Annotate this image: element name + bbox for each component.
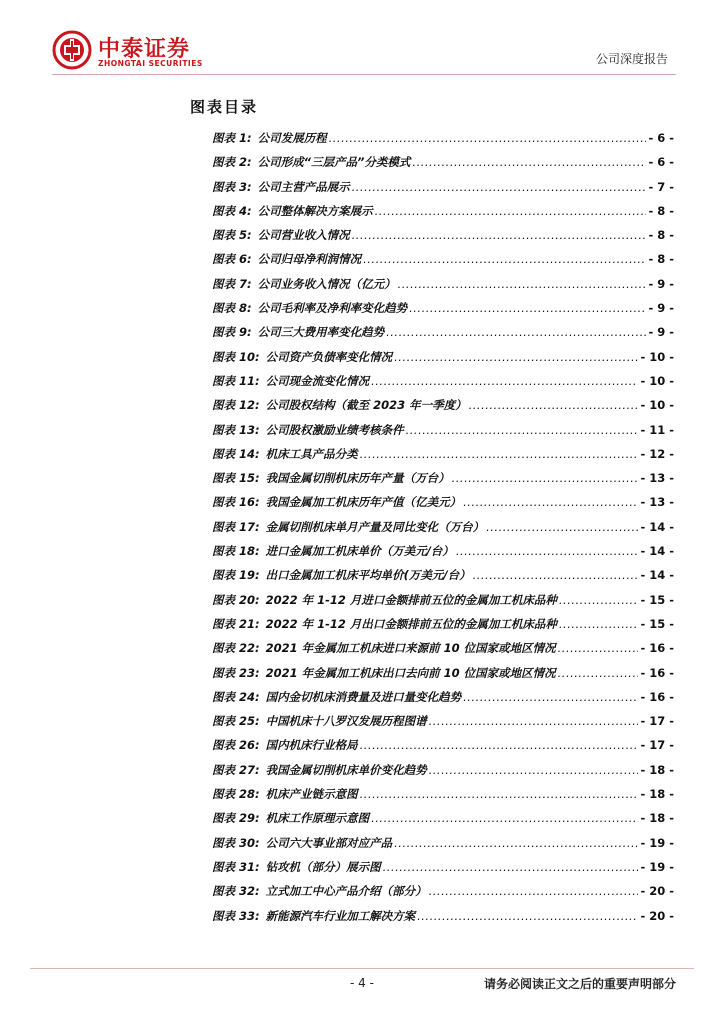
footer-divider (30, 968, 694, 969)
toc-entry-title: 2022 年 1-12 月出口金额排前五位的金属加工机床品种 (265, 616, 557, 631)
toc-entry-page: - 6 - (648, 155, 674, 170)
toc-entry-title: 机床工具产品分类 (265, 446, 358, 461)
toc-entry-title: 公司毛利率及净利率变化趋势 (257, 301, 408, 316)
toc-entry[interactable] (212, 810, 674, 834)
toc-entry-title: 机床产业链示意图 (265, 787, 358, 802)
toc-entry-page: - 18 - (640, 787, 674, 802)
toc-entry-page: - 13 - (640, 471, 674, 486)
toc-entry-label: 图表 12: (212, 398, 260, 413)
toc-dot-leader (412, 155, 646, 169)
toc-entry[interactable] (212, 762, 674, 786)
toc-entry[interactable] (212, 786, 674, 810)
toc-entry[interactable] (212, 713, 674, 737)
toc-entry[interactable] (212, 446, 674, 470)
toc-entry-page: - 17 - (640, 714, 674, 729)
toc-entry-title: 钻攻机（部分）展示图 (265, 859, 381, 874)
toc-entry-label: 图表 32: (212, 884, 260, 899)
toc-entry-label: 图表 22: (212, 641, 260, 656)
toc-entry[interactable] (212, 665, 674, 689)
toc-entry[interactable] (212, 276, 674, 300)
toc-entry-title: 2021 年金属加工机床出口去向前 10 位国家或地区情况 (265, 665, 556, 680)
toc-entry-label: 图表 3: (212, 179, 252, 194)
toc-entry-label: 图表 21: (212, 616, 260, 631)
toc-title: 图表目录 (190, 98, 259, 116)
toc-entry-label: 图表 19: (212, 568, 260, 583)
toc-dot-leader (463, 495, 638, 509)
toc-entry-title: 2022 年 1-12 月进口金额排前五位的金属加工机床品种 (265, 592, 557, 607)
toc-dot-leader (559, 593, 639, 607)
toc-entry-label: 图表 5: (212, 228, 252, 243)
toc-entry-page: - 16 - (640, 641, 674, 656)
toc-entry-page: - 10 - (640, 373, 674, 388)
toc-entry-label: 图表 16: (212, 495, 260, 510)
toc-entry-label: 图表 29: (212, 811, 260, 826)
toc-entry-title: 公司形成“三层产品”分类模式 (257, 155, 411, 170)
toc-dot-leader (409, 301, 646, 315)
toc-entry-page: - 18 - (640, 811, 674, 826)
toc-dot-leader (456, 544, 639, 558)
toc-entry-label: 图表 2: (212, 155, 252, 170)
toc-entry-label: 图表 4: (212, 203, 252, 218)
toc-entry-title: 公司业务收入情况（亿元） (257, 276, 396, 291)
toc-entry-page: - 9 - (648, 301, 674, 316)
toc-entry-label: 图表 13: (212, 422, 260, 437)
toc-entry[interactable] (212, 737, 674, 761)
toc-entry-title: 我国金属切削机床单价变化趋势 (265, 762, 427, 777)
footer-disclaimer: 请务必阅读正文之后的重要声明部分 (483, 977, 676, 991)
toc-entry[interactable] (212, 227, 674, 251)
toc-dot-leader (360, 447, 639, 461)
toc-entry[interactable] (212, 179, 674, 203)
toc-entry-label: 图表 6: (212, 252, 252, 267)
page-header (0, 0, 724, 80)
toc-entry[interactable] (212, 689, 674, 713)
toc-entry[interactable] (212, 251, 674, 275)
toc-dot-leader (383, 860, 639, 874)
company-logo (52, 30, 222, 74)
toc-entry-label: 图表 10: (212, 349, 260, 364)
toc-dot-leader (429, 714, 639, 728)
toc-dot-leader (398, 277, 647, 291)
toc-entry-title: 公司归母净利润情况 (257, 252, 362, 267)
toc-entry-page: - 10 - (640, 349, 674, 364)
toc-entry-label: 图表 23: (212, 665, 260, 680)
toc-entry-label: 图表 1: (212, 131, 252, 145)
figure-table-of-contents (212, 130, 674, 932)
toc-entry[interactable] (212, 616, 674, 640)
toc-entry-page: - 20 - (640, 884, 674, 899)
toc-entry-page: - 8 - (648, 252, 674, 267)
toc-entry[interactable] (212, 470, 674, 494)
toc-dot-leader (486, 520, 638, 534)
toc-dot-leader (352, 180, 647, 194)
toc-entry[interactable] (212, 519, 674, 543)
toc-entry-title: 机床工作原理示意图 (265, 811, 370, 826)
toc-dot-leader (452, 471, 639, 485)
toc-entry-label: 图表 14: (212, 446, 260, 461)
toc-entry-title: 我国金属加工机床历年产值（亿美元） (265, 495, 462, 510)
toc-entry[interactable] (212, 835, 674, 859)
header-divider (52, 74, 676, 75)
toc-entry-label: 图表 26: (212, 738, 260, 753)
toc-entry-page: - 15 - (640, 616, 674, 631)
toc-entry[interactable] (212, 567, 674, 591)
toc-entry-page: - 16 - (640, 689, 674, 704)
logo-chinese-name: 中泰证券 (98, 37, 191, 62)
toc-dot-leader (360, 787, 639, 801)
toc-dot-leader (559, 617, 639, 631)
toc-dot-leader (363, 252, 646, 266)
toc-entry-page: - 8 - (648, 203, 674, 218)
toc-dot-leader (429, 884, 639, 898)
toc-dot-leader (371, 374, 638, 388)
toc-entry-title: 新能源汽车行业加工解决方案 (265, 908, 416, 923)
toc-entry-title: 公司现金流变化情况 (265, 373, 370, 388)
toc-entry-title: 立式加工中心产品介绍（部分） (265, 884, 427, 899)
toc-entry[interactable] (212, 397, 674, 421)
toc-dot-leader (329, 131, 647, 145)
toc-entry[interactable] (212, 324, 674, 348)
toc-dot-leader (360, 738, 639, 752)
toc-entry-title: 2021 年金属加工机床进口来源前 10 位国家或地区情况 (265, 641, 556, 656)
toc-entry[interactable] (212, 543, 674, 567)
toc-entry-page: - 19 - (640, 835, 674, 850)
toc-entry-label: 图表 31: (212, 859, 260, 874)
toc-entry-title: 公司股权激励业绩考核条件 (265, 422, 404, 437)
toc-entry-title: 公司主营产品展示 (257, 179, 350, 194)
toc-entry[interactable] (212, 883, 674, 907)
toc-entry[interactable] (212, 300, 674, 324)
toc-entry-page: - 16 - (640, 665, 674, 680)
toc-dot-leader (417, 909, 638, 923)
toc-dot-leader (394, 350, 638, 364)
toc-entry-label: 图表 15: (212, 471, 260, 486)
toc-entry-label: 图表 28: (212, 787, 260, 802)
toc-entry-title: 国内机床行业格局 (265, 738, 358, 753)
toc-entry-label: 图表 20: (212, 592, 260, 607)
toc-entry-page: - 19 - (640, 859, 674, 874)
toc-entry-label: 图表 7: (212, 276, 252, 291)
toc-entry[interactable] (212, 422, 674, 446)
toc-entry-title: 公司整体解决方案展示 (257, 203, 373, 218)
toc-dot-leader (429, 763, 639, 777)
toc-entry-label: 图表 30: (212, 835, 260, 850)
toc-entry-label: 图表 9: (212, 325, 252, 340)
toc-dot-leader (375, 204, 647, 218)
toc-dot-leader (558, 666, 639, 680)
toc-entry-page: - 18 - (640, 762, 674, 777)
toc-entry-title: 进口金属加工机床单价（万美元/台） (265, 544, 454, 559)
toc-entry-page: - 10 - (640, 398, 674, 413)
toc-entry-label: 图表 8: (212, 301, 252, 316)
toc-entry[interactable] (212, 130, 674, 154)
toc-entry-title: 我国金属切削机床历年产量（万台） (265, 471, 450, 486)
toc-entry-title: 中国机床十八罗汉发展历程图谱 (265, 714, 427, 729)
toc-entry-page: - 7 - (648, 179, 674, 194)
toc-dot-leader (386, 325, 646, 339)
toc-entry-title: 公司股权结构（截至 2023 年一季度） (265, 398, 467, 413)
toc-entry[interactable] (212, 592, 674, 616)
toc-entry-title: 国内金切机床消费量及进口量变化趋势 (265, 689, 462, 704)
toc-entry-page: - 20 - (640, 908, 674, 923)
toc-entry[interactable] (212, 494, 674, 518)
toc-dot-leader (463, 690, 638, 704)
toc-entry-title: 公司发展历程 (257, 131, 327, 145)
toc-entry[interactable] (212, 373, 674, 397)
toc-dot-leader (469, 398, 639, 412)
toc-entry-label: 图表 25: (212, 714, 260, 729)
toc-dot-leader (558, 641, 639, 655)
toc-entry-label: 图表 18: (212, 544, 260, 559)
toc-entry-label: 图表 33: (212, 908, 260, 923)
toc-dot-leader (371, 811, 638, 825)
toc-entry[interactable] (212, 203, 674, 227)
toc-entry-page: - 14 - (640, 519, 674, 534)
toc-entry[interactable] (212, 154, 674, 178)
toc-entry-title: 公司营业收入情况 (257, 228, 350, 243)
toc-entry-title: 公司三大费用率变化趋势 (257, 325, 385, 340)
toc-entry-label: 图表 17: (212, 519, 260, 534)
toc-entry-page: - 14 - (640, 568, 674, 583)
logo-english-name: ZHONGTAI SECURITIES (98, 59, 203, 68)
toc-entry-page: - 9 - (648, 276, 674, 291)
toc-entry-page: - 12 - (640, 446, 674, 461)
toc-entry-page: - 15 - (640, 592, 674, 607)
toc-entry[interactable] (212, 640, 674, 664)
toc-entry-page: - 17 - (640, 738, 674, 753)
toc-dot-leader (406, 423, 639, 437)
toc-entry-page: - 14 - (640, 544, 674, 559)
zhongtai-logo-icon (52, 30, 92, 70)
toc-entry-page: - 13 - (640, 495, 674, 510)
toc-entry[interactable] (212, 859, 674, 883)
toc-entry-title: 金属切削机床单月产量及同比变化（万台） (265, 519, 485, 534)
toc-entry-title: 公司六大事业部对应产品 (265, 835, 393, 850)
toc-entry-page: - 8 - (648, 228, 674, 243)
toc-dot-leader (394, 836, 638, 850)
toc-dot-leader (352, 228, 647, 242)
toc-entry[interactable] (212, 908, 674, 932)
toc-entry[interactable] (212, 349, 674, 373)
toc-entry-title: 公司资产负债率变化情况 (265, 349, 393, 364)
toc-entry-label: 图表 11: (212, 373, 260, 388)
toc-entry-page: - 11 - (640, 422, 674, 437)
report-type: 公司深度报告 (595, 52, 668, 66)
page-number: - 4 - (350, 976, 374, 990)
toc-dot-leader (473, 568, 639, 582)
toc-entry-page: - 6 - (648, 131, 674, 145)
toc-entry-page: - 9 - (648, 325, 674, 340)
toc-entry-label: 图表 27: (212, 762, 260, 777)
toc-entry-title: 出口金属加工机床平均单价(万美元/台） (265, 568, 471, 583)
toc-entry-label: 图表 24: (212, 689, 260, 704)
